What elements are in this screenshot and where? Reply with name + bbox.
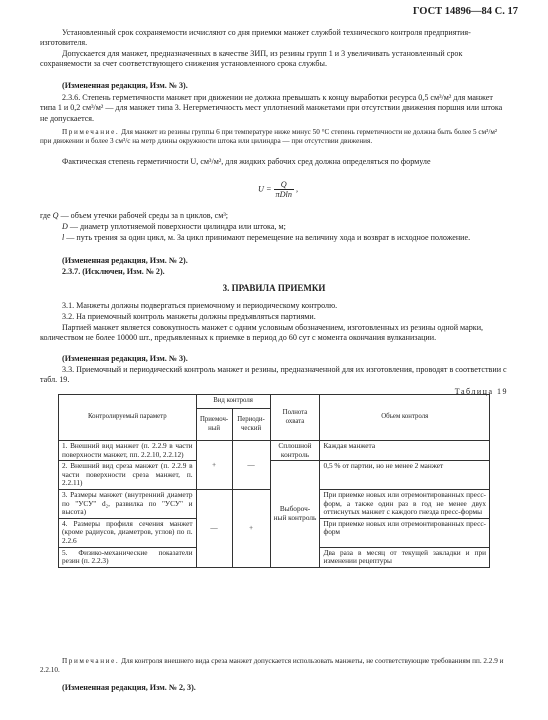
definition-l (40, 233, 508, 243)
row-acceptance: + (196, 441, 232, 490)
definition-text: — объем утечки рабочей среды за n циклов, см³; (60, 211, 229, 220)
row-param: 3. Размеры манжет (внутренний диаметр по "УСУ" d₂, развилка по "УСУ" и высота) (59, 489, 197, 518)
definition-symbol: D (62, 222, 68, 231)
table-caption: Таблица 19 (454, 387, 508, 396)
formula-denominator: πDln (275, 190, 292, 199)
paragraph-batch-definition: Партией манжет является совокупность манжет с одним условным обозначением, изготовленных из резины одной марки, количеством не более 10000 шт., предъявленных к приемке в период до 60 сут с момента окончания вулканизации. (40, 323, 484, 343)
amendment-note: (Измененная редакция, Изм. № 3). (62, 81, 188, 90)
definition-q (40, 211, 508, 221)
paragraph-spare-parts: Допускается для манжет, предназначенных в качестве ЗИП, из резины групп 1 и 3 увеличивать установленный срок сохраняемости за счет соответствующего снижения установленного срока службы. (40, 49, 463, 69)
paragraph-formula-intro: Фактическая степень герметичности U, см³/м², для жидких рабочих сред должна определяться по формуле (62, 157, 431, 166)
paragraph-3-3: 3.3. Приемочный и периодический контроль манжет и резины, предназначенной для их изготовления, проводят в соответствии с табл. 19. (40, 365, 507, 385)
row-volume: При приемке новых или отремонтированных пресс-форм, а также один раз в год не менее двух оттиснутых манжет с каждого гнезда пресс-формы (320, 489, 490, 518)
row-completeness: Сплошной контроль (270, 441, 320, 461)
table-row (59, 441, 490, 461)
row-param: 4. Размеры профиля сечения манжет (кроме радиусов, диаметров, углов) по п. 2.2.6 (59, 518, 197, 547)
note-label: Примечание. (62, 128, 120, 136)
page-header: ГОСТ 14896—84 С. 17 (412, 6, 518, 17)
amendment-note: (Измененная редакция, Изм. № 3). (62, 354, 188, 363)
header-kind: Вид контроля (196, 395, 270, 409)
definition-text: — диаметр уплотняемой поверхности цилиндра или штока, м; (69, 222, 286, 231)
header-periodic: Периоди-ческий (232, 409, 270, 441)
row-volume: Два раза в месяц от текущей закладки и при изменении рецептуры (320, 547, 490, 567)
row-param: 5. Физико-механические показатели резин (п. 2.2.3) (59, 547, 197, 567)
paragraph-3-2: 3.2. На приемочный контроль манжеты должны предъявляться партиями. (62, 312, 316, 321)
formula-numerator: Q (274, 180, 294, 190)
definition-text: — путь трения за один цикл, м. За цикл принимают перемещение на величину хода и возврат в исходное положение. (66, 233, 471, 242)
section-heading: 3. ПРАВИЛА ПРИЕМКИ (222, 283, 326, 293)
formula (258, 180, 298, 199)
note-text: Для контроля внешнего вида среза манжет допускается использовать манжеты, не соответствующие требованиям пп. 2.2.9 и 2.2.10. (40, 657, 504, 674)
paragraph-2-3-7: 2.3.7. (Исключен, Изм. № 2). (62, 267, 165, 276)
header-acceptance: Приемоч-ный (196, 409, 232, 441)
formula-tail: , (295, 184, 299, 194)
header-volume: Объем контроля (320, 395, 490, 441)
row-param: 2. Внешний вид среза манжет (п. 2.2.9 в части поверхности среза манжет, п. 2.2.11) (59, 461, 197, 490)
row-completeness: Выбороч-ный контроль (270, 461, 320, 568)
formula-fraction (274, 180, 294, 199)
paragraph-shelf-life: Установленный срок сохраняемости исчисляют со дня приемки манжет службой технического контроля предприятия-изготовителя. (40, 28, 471, 48)
row-volume: 0,5 % от партии, но не менее 2 манжет (320, 461, 490, 490)
note-group-6 (40, 128, 508, 146)
row-volume: При приемке новых или отремонтированных пресс-форм (320, 518, 490, 547)
note-label: Примечание. (62, 657, 120, 665)
header-completeness: Полнота охвата (270, 395, 320, 441)
amendment-note: (Измененная редакция, Изм. № 2). (62, 256, 188, 265)
row-periodic: + (232, 489, 270, 567)
amendment-note: (Измененная редакция, Изм. № 2, 3). (62, 683, 196, 692)
control-table (58, 394, 490, 568)
row-acceptance: — (196, 489, 232, 567)
definition-symbol: l (62, 233, 65, 242)
row-volume: Каждая манжета (320, 441, 490, 461)
table-row (59, 461, 490, 490)
paragraph-2-3-6: 2.3.6. Степень герметичности манжет при движении не должна превышать к концу выработки ресурса 0,5 см³/м² для манжет типа 1 и 0,2 см³/м² — для манжет типа 3. Негерметичность мест уплотнений манжетами при отсутствии движения поршня или штока не допускается. (40, 93, 503, 123)
definition-d (40, 222, 508, 232)
header-param: Контролируемый параметр (59, 395, 197, 441)
formula-lhs: U = (258, 184, 272, 194)
definition-symbol: Q (52, 211, 59, 220)
row-periodic: — (232, 441, 270, 490)
note-cut-inspection (40, 657, 508, 675)
definition-lead: где (40, 211, 51, 220)
paragraph-3-1: 3.1. Манжеты должны подвергаться приемочному и периодическому контролю. (62, 301, 338, 310)
row-param: 1. Внешний вид манжет (п. 2.2.9 в части поверхности манжет, пп. 2.2.10, 2.2.12) (59, 441, 197, 461)
note-text: Для манжет из резины группы 6 при температуре ниже минус 50 °С степень герметичности не должна быть более 5 см³/м² при движении и более 3 см³/с на метр длины окружности штока или цилиндра — при отсутствии движения. (40, 128, 498, 145)
